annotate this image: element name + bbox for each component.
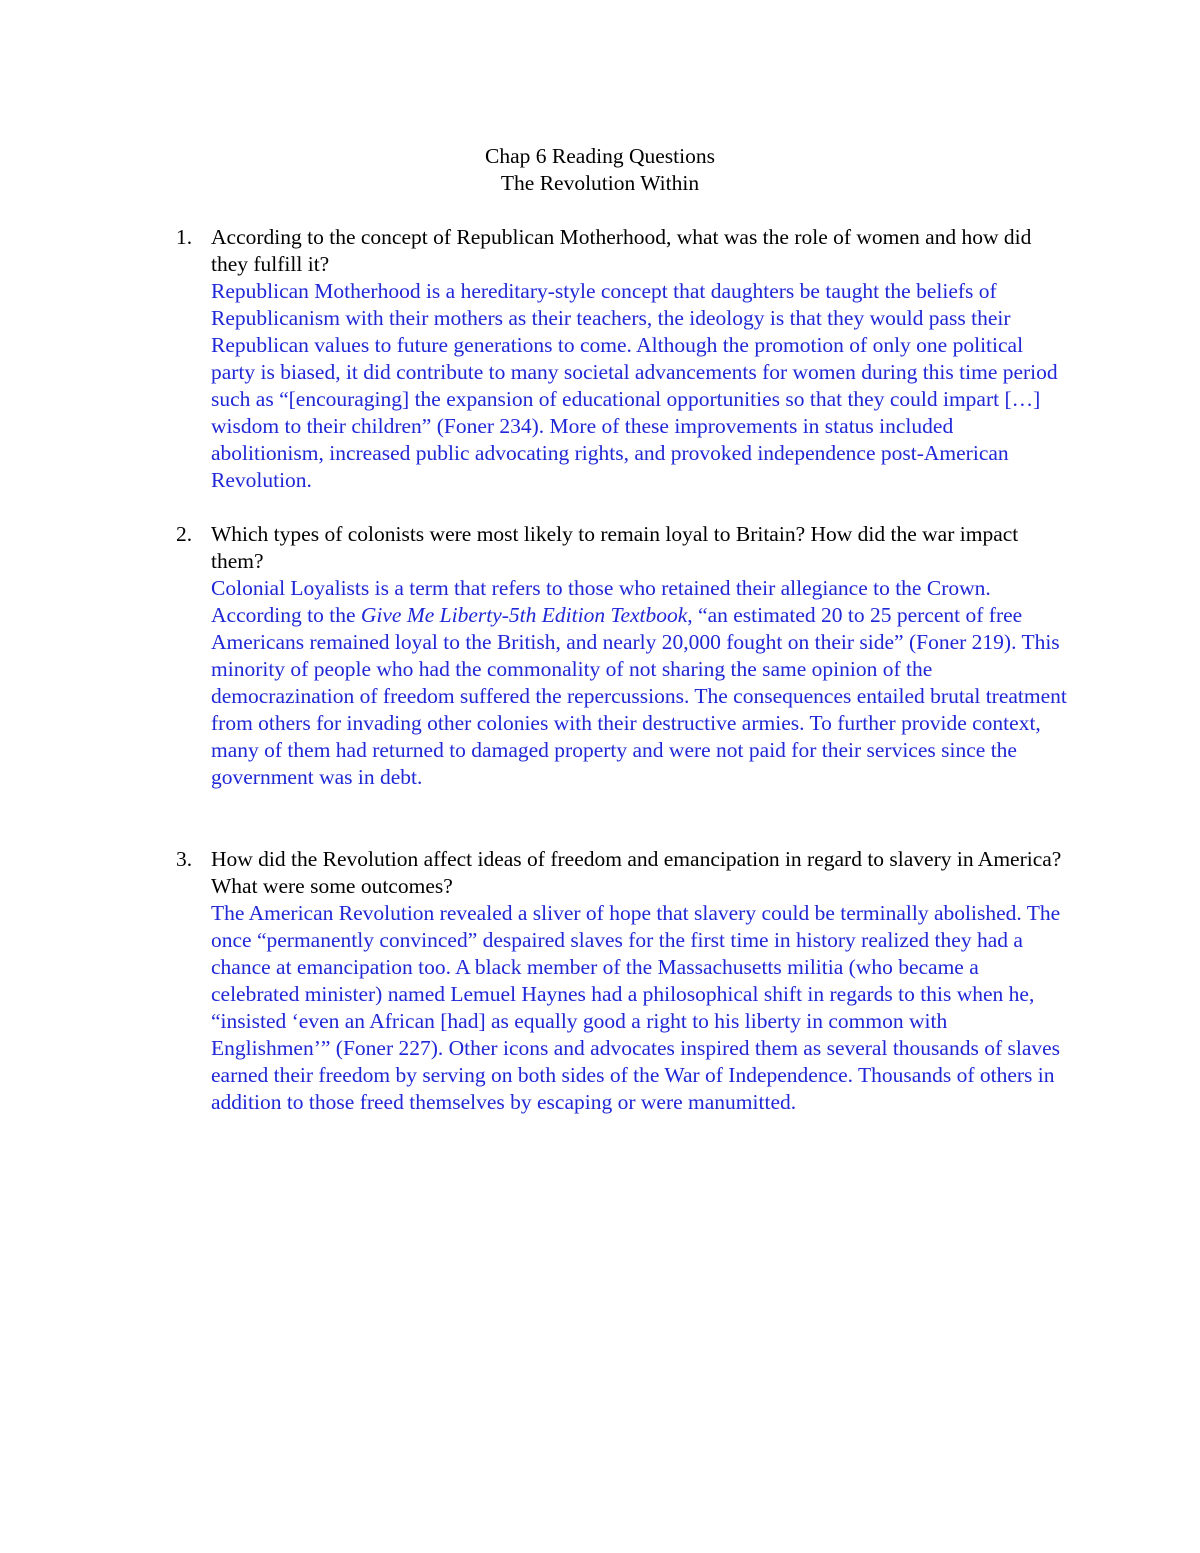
answer-text-before: Colonial Loyalists is a term that refers to those who retained their allegiance to the Crown. According to the [211,576,991,627]
answer-text-after: , “an estimated 20 to 25 percent of free Americans remained loyal to the British, and nearly 20,000 fought on their side” (Foner 219). This minority of people who had the commonality of not sharing the same opinion of the democrazination of freedom suffered the repercussions. The consequences entailed brutal treatment from others for invading other colonies with their destructive armies. To further provide context, many of them had returned to damaged property and were not paid for their services since the government was in debt. [211,603,1067,789]
answer-text [211,575,1071,791]
title-block [0,143,1200,197]
question-body [211,224,1071,494]
question-body [211,846,1071,1116]
question-number: 3. [176,847,193,871]
question-number: 1. [176,225,193,249]
answer-text: Republican Motherhood is a hereditary-style concept that daughters be taught the beliefs of Republicanism with their mothers as their teachers, the ideology is that they would pass their Republican values to future generations to come. Although the promotion of only one political party is biased, it did contribute to many societal advancements for women during this time period such as “[encouraging] the expansion of educational opportunities so that they could impart […] wisdom to their children” (Foner 234). More of these improvements in status included abolitionism, increased public advocating rights, and provoked independence post-American Revolution. [211,279,1058,492]
question-text: According to the concept of Republican Motherhood, what was the role of women and how did they fulfill it? [211,225,1032,276]
question-body [211,521,1071,791]
question-text: How did the Revolution affect ideas of freedom and emancipation in regard to slavery in America? What were some outcomes? [211,847,1062,898]
answer-text: The American Revolution revealed a sliver of hope that slavery could be terminally abolished. The once “permanently convinced” despaired slaves for the first time in history realized they had a chance at emancipation too. A black member of the Massachusetts militia (who became a celebrated minister) named Lemuel Haynes had a philosophical shift in regards to this when he, “insisted ‘even an African [had] as equally good a right to his liberty in common with Englishmen’” (Foner 227). Other icons and advocates inspired them as several thousands of slaves earned their freedom by serving on both sides of the War of Independence. Thousands of others in addition to those freed themselves by escaping or were manumitted. [211,901,1061,1114]
question-number: 2. [176,522,193,546]
document-subtitle: The Revolution Within [500,171,700,195]
question-text: Which types of colonists were most likely to remain loyal to Britain? How did the war impact them? [211,522,1019,573]
textbook-title: Give Me Liberty-5th Edition Textbook [360,603,688,627]
document-title: Chap 6 Reading Questions [485,144,715,168]
